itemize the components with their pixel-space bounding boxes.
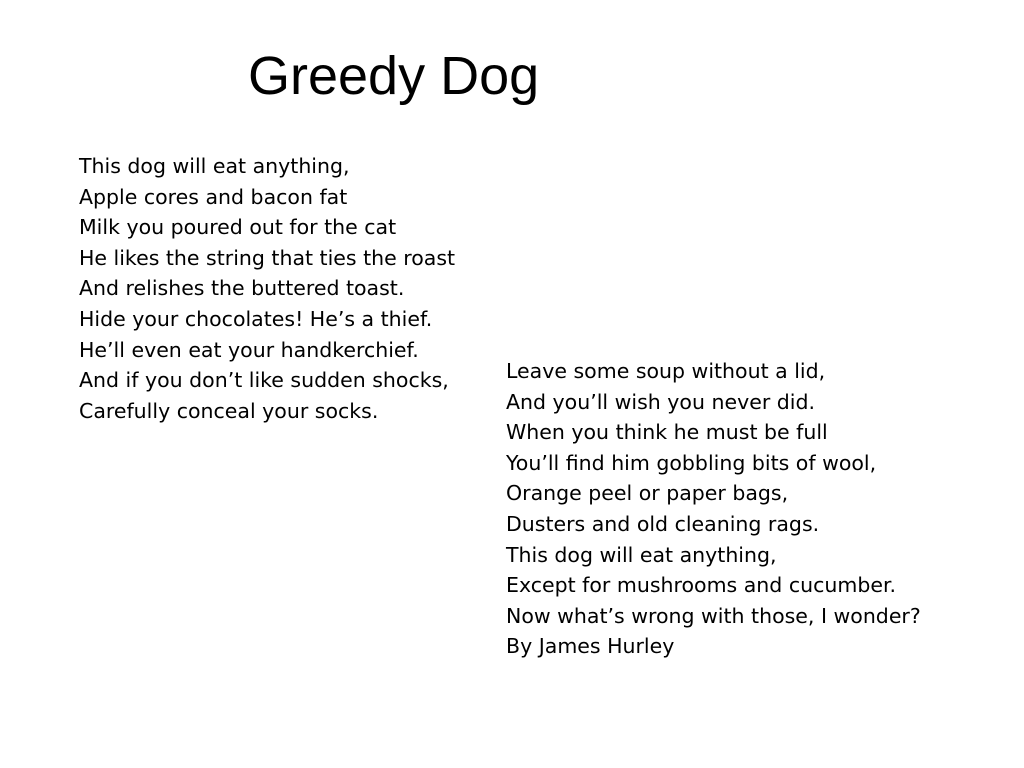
poem-stanza-right (506, 356, 921, 662)
poem-line: You’ll find him gobbling bits of wool, (506, 450, 877, 475)
poem-line: Hide your chocolates! He’s a thief. (79, 306, 433, 331)
poem-line: This dog will eat anything, (506, 542, 777, 567)
slide-title: Greedy Dog (248, 46, 540, 106)
poem-line: Milk you poured out for the cat (79, 215, 397, 240)
poem-line: Carefully conceal your socks. (79, 398, 379, 423)
poem-author: By James Hurley (506, 634, 675, 659)
poem-line: He’ll even eat your handkerchief. (79, 337, 419, 362)
poem-stanza-left (79, 151, 455, 426)
poem-line: Apple cores and bacon fat (79, 184, 348, 209)
poem-line: He likes the string that ties the roast (79, 245, 456, 270)
poem-line: Except for mushrooms and cucumber. (506, 573, 897, 598)
poem-line: And you’ll wish you never did. (506, 389, 816, 414)
poem-line: This dog will eat anything, (79, 154, 350, 178)
poem-line: When you think he must be full (506, 420, 828, 445)
poem-line: And if you don’t like sudden shocks, (79, 368, 449, 393)
poem-line: Now what’s wrong with those, I wonder? (506, 603, 921, 628)
poem-line: Leave some soup without a lid, (506, 359, 826, 383)
poem-line: And relishes the buttered toast. (79, 276, 405, 301)
poem-line: Dusters and old cleaning rags. (506, 511, 820, 536)
poem-line: Orange peel or paper bags, (506, 481, 789, 506)
